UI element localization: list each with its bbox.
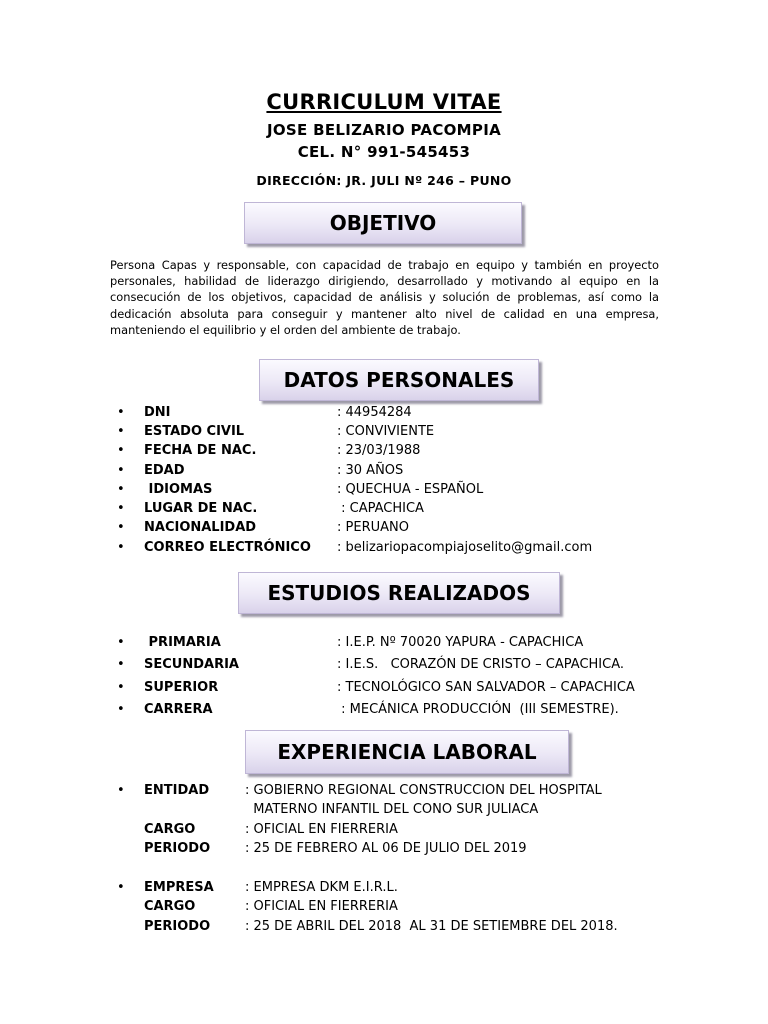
bullet-icon: • xyxy=(117,520,125,535)
periodo-label: PERIODO xyxy=(144,841,211,856)
field-value: : 44954284 xyxy=(337,405,412,420)
entity-value: : EMPRESA DKM E.I.R.L. xyxy=(245,880,398,895)
cargo-label: CARGO xyxy=(144,899,196,914)
field-value: : CAPACHICA xyxy=(337,501,424,516)
datos-row xyxy=(0,501,768,520)
datos-row xyxy=(0,443,768,462)
field-value: : 23/03/1988 xyxy=(337,443,421,458)
field-value: : CONVIVIENTE xyxy=(337,424,435,439)
bullet-icon: • xyxy=(117,463,125,478)
field-label: NACIONALIDAD xyxy=(144,520,257,535)
datos-row xyxy=(0,520,768,539)
document-title: CURRICULUM VITAE xyxy=(266,90,502,114)
field-label: DNI xyxy=(144,405,171,420)
field-value: : TECNOLÓGICO SAN SALVADOR – CAPACHICA xyxy=(337,680,635,695)
bullet-icon: • xyxy=(117,635,125,650)
entity-label: EMPRESA xyxy=(144,880,214,895)
email-value: : belizariopacompiajoselito@gmail.com xyxy=(337,540,593,555)
entity-value-line2: MATERNO INFANTIL DEL CONO SUR JULIACA xyxy=(245,802,539,817)
field-label: PRIMARIA xyxy=(144,635,221,650)
section-heading-objetivo: OBJETIVO xyxy=(244,202,522,244)
datos-row xyxy=(0,482,768,501)
estudios-row xyxy=(0,702,768,721)
entity-value: : GOBIERNO REGIONAL CONSTRUCCION DEL HOSPITAL xyxy=(245,783,602,798)
field-label: LUGAR DE NAC. xyxy=(144,501,258,516)
bullet-icon: • xyxy=(117,482,125,497)
bullet-icon: • xyxy=(117,702,125,717)
estudios-row xyxy=(0,680,768,699)
field-label: CORREO ELECTRÓNICO xyxy=(144,540,311,555)
field-value: : I.E.P. Nº 70020 YAPURA - CAPACHICA xyxy=(337,635,584,650)
cargo-value: : OFICIAL EN FIERRERIA xyxy=(245,899,398,914)
bullet-icon: • xyxy=(117,880,125,895)
bullet-icon: • xyxy=(117,405,125,420)
field-value: : MECÁNICA PRODUCCIÓN (III SEMESTRE). xyxy=(337,702,619,717)
section-heading-experiencia: EXPERIENCIA LABORAL xyxy=(245,730,569,774)
field-value: : I.E.S. CORAZÓN DE CRISTO – CAPACHICA. xyxy=(337,657,625,672)
periodo-value: : 25 DE FEBRERO AL 06 DE JULIO DEL 2019 xyxy=(245,841,527,856)
phone-number: CEL. N° 991-545453 xyxy=(297,143,471,161)
field-label: ESTADO CIVIL xyxy=(144,424,245,439)
datos-row xyxy=(0,424,768,443)
field-label: SECUNDARIA xyxy=(144,657,239,672)
field-label: SUPERIOR xyxy=(144,680,219,695)
bullet-icon: • xyxy=(117,501,125,516)
bullet-icon: • xyxy=(117,680,125,695)
periodo-label: PERIODO xyxy=(144,919,211,934)
datos-row xyxy=(0,463,768,482)
datos-row xyxy=(0,540,768,559)
section-heading-estudios: ESTUDIOS REALIZADOS xyxy=(238,572,560,614)
objetivo-paragraph: Persona Capas y responsable, con capacidad de trabajo en equipo y también en proyecto personales, habilidad de liderazgo dirigiendo, desarrollado y motivando al equipo en la consecución de los objetivos, capacidad de análisis y solución de problemas, así como la dedicación absoluta para conseguir y mantener alto nivel de calidad en una empresa, manteniendo el equilibrio y el orden del ambiente de trabajo. xyxy=(110,258,659,337)
cargo-label: CARGO xyxy=(144,822,196,837)
field-value: : QUECHUA - ESPAÑOL xyxy=(337,482,484,497)
bullet-icon: • xyxy=(117,540,125,555)
field-value: : PERUANO xyxy=(337,520,409,535)
field-label: EDAD xyxy=(144,463,185,478)
bullet-icon: • xyxy=(117,443,125,458)
field-label: CARRERA xyxy=(144,702,213,717)
datos-row xyxy=(0,405,768,424)
section-heading-datos-personales: DATOS PERSONALES xyxy=(259,359,539,401)
field-label: FECHA DE NAC. xyxy=(144,443,257,458)
field-value: : 30 AÑOS xyxy=(337,463,404,478)
cargo-value: : OFICIAL EN FIERRERIA xyxy=(245,822,398,837)
bullet-icon: • xyxy=(117,783,125,798)
address: DIRECCIÓN: JR. JULI Nº 246 – PUNO xyxy=(256,173,512,188)
person-name: JOSE BELIZARIO PACOMPIA xyxy=(266,121,501,139)
entity-label: ENTIDAD xyxy=(144,783,210,798)
field-label: IDIOMAS xyxy=(144,482,213,497)
bullet-icon: • xyxy=(117,424,125,439)
estudios-row xyxy=(0,635,768,654)
periodo-value: : 25 DE ABRIL DEL 2018 AL 31 DE SETIEMBRE DEL 2018. xyxy=(245,919,618,934)
estudios-row xyxy=(0,657,768,676)
bullet-icon: • xyxy=(117,657,125,672)
